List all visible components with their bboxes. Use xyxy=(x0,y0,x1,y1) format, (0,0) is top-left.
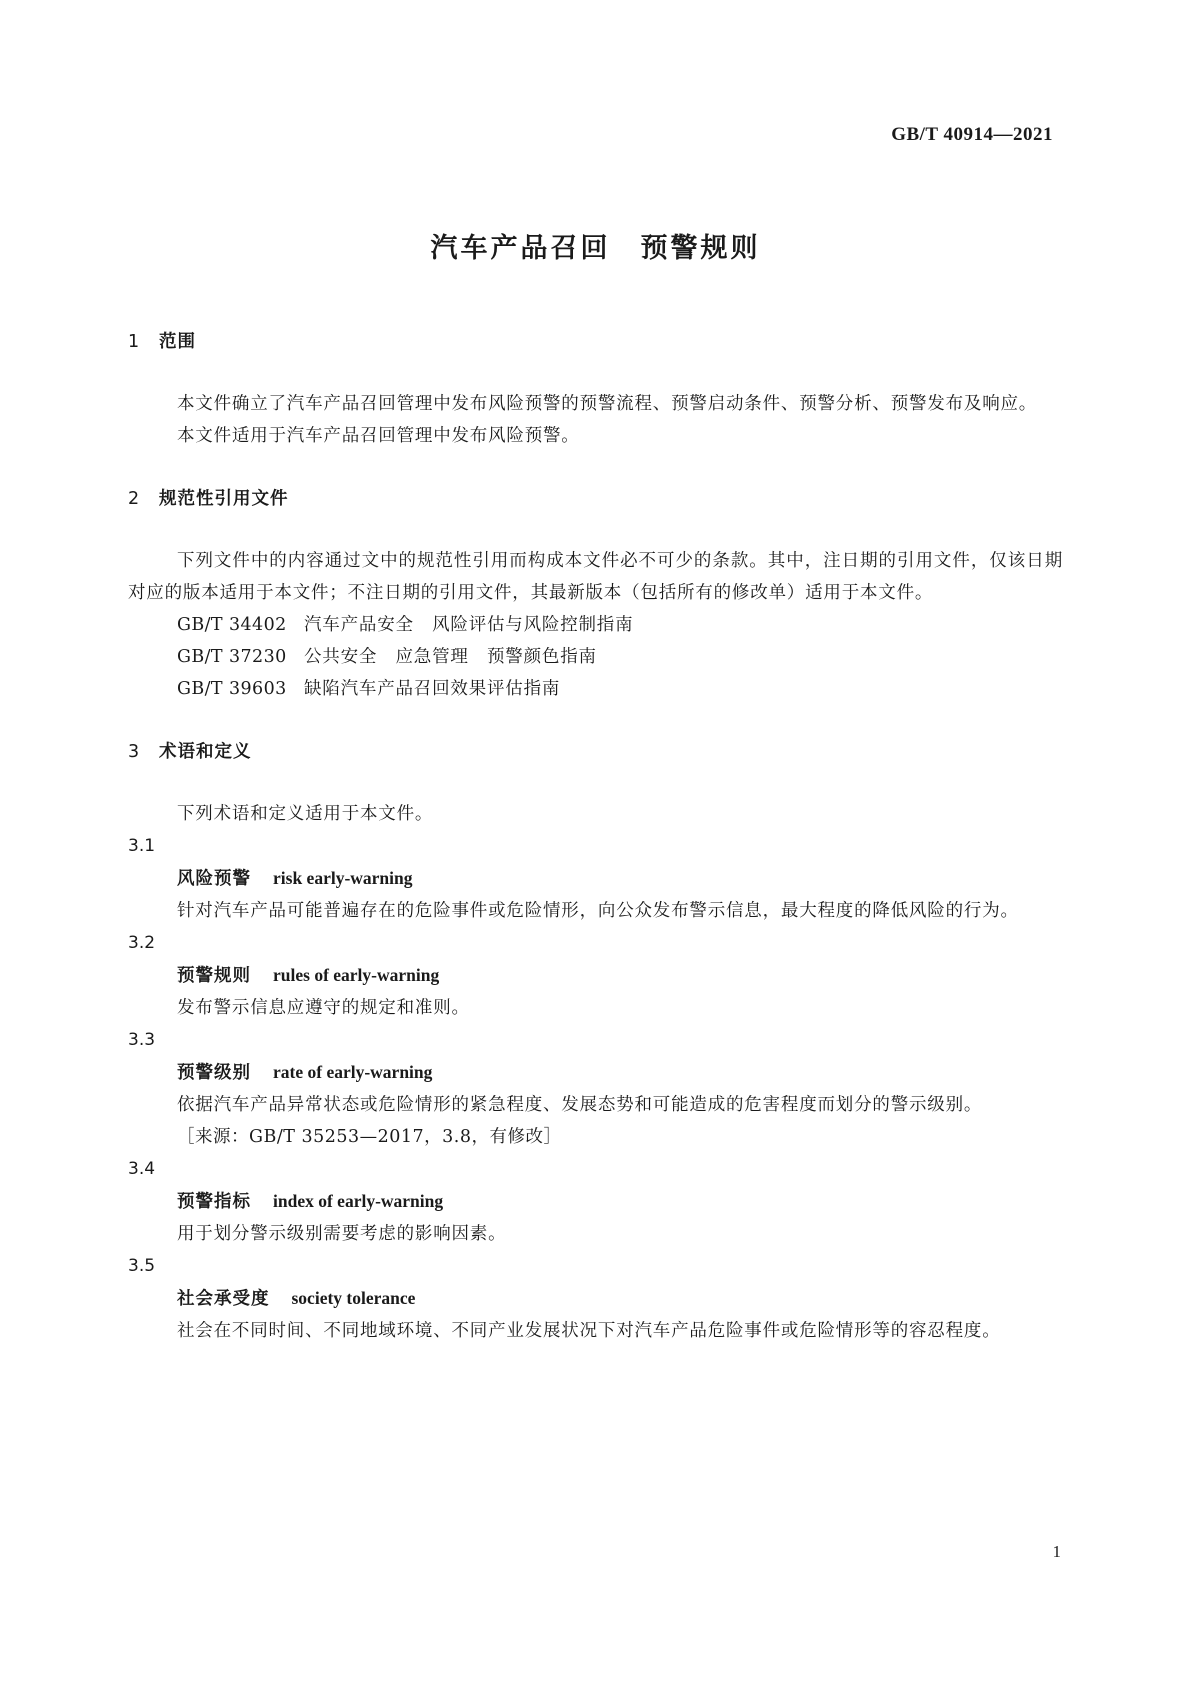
section-number: 3 xyxy=(128,742,141,762)
reference-title: 缺陷汽车产品召回效果评估指南 xyxy=(304,679,561,699)
document-title: 汽车产品召回 预警规则 xyxy=(430,233,761,264)
term-english: society tolerance xyxy=(291,1288,416,1308)
section-number: 2 xyxy=(128,489,141,509)
paragraph: 本文件确立了汽车产品召回管理中发布风险预警的预警流程、预警启动条件、预警分析、预警发布及响应。 xyxy=(177,394,1038,414)
reference-list xyxy=(128,609,1063,705)
reference-item xyxy=(128,609,1063,641)
section-title: 术语和定义 xyxy=(159,742,252,762)
section-heading-terms-definitions xyxy=(128,738,1063,766)
term-definition: 依据汽车产品异常状态或危险情形的紧急程度、发展态势和可能造成的危害程度而划分的警示级别。 xyxy=(177,1095,983,1115)
term-name xyxy=(128,1056,1063,1089)
reference-title: 公共安全 应急管理 预警颜色指南 xyxy=(304,647,597,667)
term-number: 3.4 xyxy=(128,1159,156,1179)
term-name xyxy=(128,862,1063,895)
section-heading-scope xyxy=(128,328,1063,356)
term-chinese: 风险预警 xyxy=(177,869,251,889)
term-number: 3.1 xyxy=(128,836,156,856)
standard-code: GB/T 40914—2021 xyxy=(891,124,1053,145)
page-number: 1 xyxy=(1052,1542,1061,1561)
paragraph: 下列文件中的内容通过文中的规范性引用而构成本文件必不可少的条款。其中，注日期的引用文件，仅该日期对应的版本适用于本文件；不注日期的引用文件，其最新版本（包括所有的修改单）适用于本文件。 xyxy=(128,551,1063,603)
term-number: 3.2 xyxy=(128,933,156,953)
paragraph: 下列术语和定义适用于本文件。 xyxy=(177,804,434,824)
term-chinese: 预警规则 xyxy=(177,966,251,986)
term-chinese: 预警指标 xyxy=(177,1192,251,1212)
term-definition: 社会在不同时间、不同地域环境、不同产业发展状况下对汽车产品危险事件或危险情形等的容忍程度。 xyxy=(177,1321,1001,1341)
term-english: risk early-warning xyxy=(273,868,413,888)
section-title: 范围 xyxy=(159,332,196,352)
section-heading-normative-references xyxy=(128,485,1063,513)
reference-item xyxy=(128,641,1063,673)
term-chinese: 社会承受度 xyxy=(177,1289,270,1309)
reference-item xyxy=(128,673,1063,705)
reference-code: GB/T 37230 xyxy=(177,647,287,667)
section-title: 规范性引用文件 xyxy=(159,489,289,509)
term-english: rules of early-warning xyxy=(273,965,440,985)
section-number: 1 xyxy=(128,332,141,352)
reference-title: 汽车产品安全 风险评估与风险控制指南 xyxy=(304,615,634,635)
term-name xyxy=(128,959,1063,992)
term-definition: 发布警示信息应遵守的规定和准则。 xyxy=(177,998,470,1018)
term-definition: 针对汽车产品可能普遍存在的危险事件或危险情形，向公众发布警示信息，最大程度的降低风险的行为。 xyxy=(177,901,1019,921)
term-number: 3.5 xyxy=(128,1256,156,1276)
reference-code: GB/T 34402 xyxy=(177,615,287,635)
term-definition: 用于划分警示级别需要考虑的影响因素。 xyxy=(177,1224,507,1244)
term-name xyxy=(128,1185,1063,1218)
term-chinese: 预警级别 xyxy=(177,1063,251,1083)
document-body xyxy=(128,328,1063,1347)
term-name xyxy=(128,1282,1063,1315)
term-english: rate of early-warning xyxy=(273,1062,433,1082)
reference-code: GB/T 39603 xyxy=(177,679,287,699)
term-english: index of early-warning xyxy=(273,1191,444,1211)
term-number: 3.3 xyxy=(128,1030,156,1050)
paragraph: 本文件适用于汽车产品召回管理中发布风险预警。 xyxy=(177,426,580,446)
source-note: ［来源：GB/T 35253—2017，3.8，有修改］ xyxy=(177,1127,562,1147)
